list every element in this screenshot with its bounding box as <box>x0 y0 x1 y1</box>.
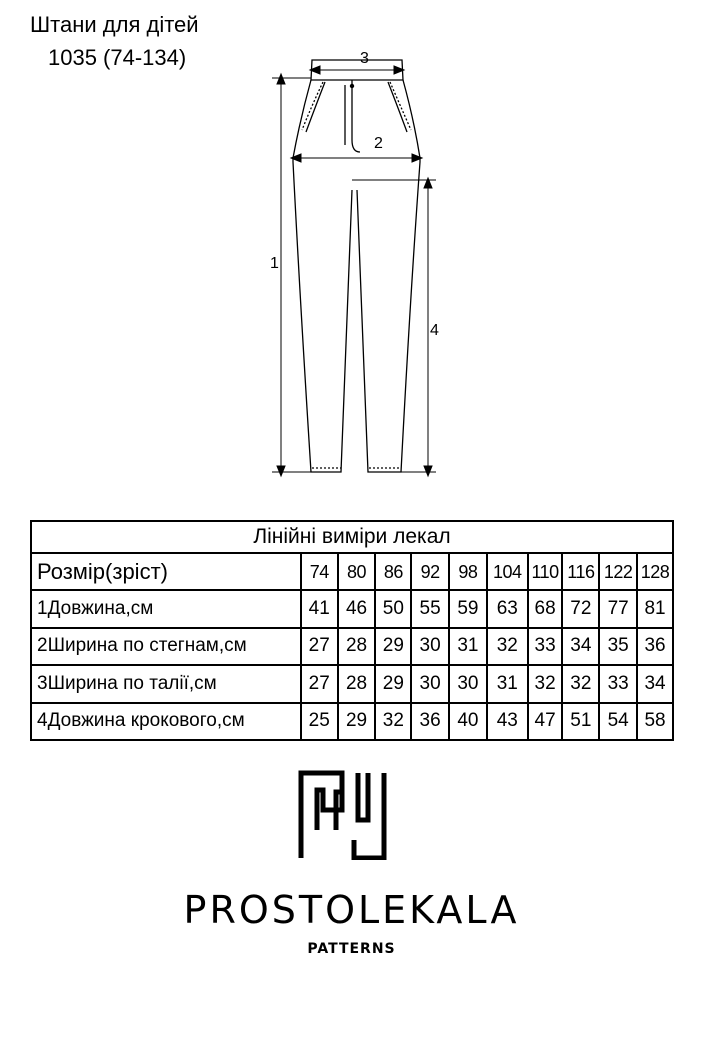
value-cell: 47 <box>528 703 563 740</box>
value-cell: 27 <box>301 665 338 702</box>
row-label: 2Ширина по стегнам,см <box>31 628 301 665</box>
value-cell: 29 <box>375 628 411 665</box>
table-row <box>31 665 673 702</box>
value-cell: 55 <box>411 590 449 627</box>
value-cell: 59 <box>449 590 487 627</box>
value-cell: 77 <box>599 590 637 627</box>
value-cell: 50 <box>375 590 411 627</box>
value-cell: 72 <box>562 590 599 627</box>
size-cell: 116 <box>562 553 599 590</box>
page-title: Штани для дітей <box>30 12 199 37</box>
size-cell: 92 <box>411 553 449 590</box>
value-cell: 81 <box>637 590 673 627</box>
value-cell: 27 <box>301 628 338 665</box>
value-cell: 25 <box>301 703 338 740</box>
measurements-table <box>30 520 674 741</box>
value-cell: 63 <box>487 590 528 627</box>
table-row <box>31 590 673 627</box>
row-label: 4Довжина крокового,см <box>31 703 301 740</box>
value-cell: 32 <box>528 665 563 702</box>
size-row-label: Розмір(зріст) <box>31 553 301 590</box>
value-cell: 34 <box>562 628 599 665</box>
value-cell: 35 <box>599 628 637 665</box>
value-cell: 32 <box>487 628 528 665</box>
dimension-label-1: 1 <box>270 255 279 272</box>
size-cell: 128 <box>637 553 673 590</box>
size-row <box>31 553 673 590</box>
dimension-label-3: 3 <box>360 50 369 67</box>
value-cell: 30 <box>449 665 487 702</box>
value-cell: 58 <box>637 703 673 740</box>
value-cell: 32 <box>562 665 599 702</box>
value-cell: 36 <box>637 628 673 665</box>
dimension-label-2: 2 <box>374 135 383 152</box>
value-cell: 28 <box>338 628 376 665</box>
value-cell: 43 <box>487 703 528 740</box>
row-label: 3Ширина по талії,см <box>31 665 301 702</box>
value-cell: 33 <box>528 628 563 665</box>
value-cell: 28 <box>338 665 376 702</box>
value-cell: 68 <box>528 590 563 627</box>
value-cell: 34 <box>637 665 673 702</box>
size-cell: 122 <box>599 553 637 590</box>
row-label: 1Довжина,см <box>31 590 301 627</box>
size-cell: 110 <box>528 553 563 590</box>
dimension-label-4: 4 <box>430 322 439 339</box>
value-cell: 36 <box>411 703 449 740</box>
table-row <box>31 628 673 665</box>
value-cell: 31 <box>487 665 528 702</box>
value-cell: 46 <box>338 590 376 627</box>
size-cell: 104 <box>487 553 528 590</box>
value-cell: 54 <box>599 703 637 740</box>
value-cell: 30 <box>411 628 449 665</box>
value-cell: 29 <box>338 703 376 740</box>
table-caption: Лінійні виміри лекал <box>31 521 673 553</box>
value-cell: 41 <box>301 590 338 627</box>
size-cell: 74 <box>301 553 338 590</box>
value-cell: 29 <box>375 665 411 702</box>
value-cell: 32 <box>375 703 411 740</box>
value-cell: 30 <box>411 665 449 702</box>
value-cell: 31 <box>449 628 487 665</box>
table-row <box>31 703 673 740</box>
value-cell: 51 <box>562 703 599 740</box>
model-number: 1035 (74-134) <box>48 45 187 70</box>
prostolekala-logo-icon <box>298 770 388 860</box>
trousers-technical-drawing <box>262 50 452 480</box>
size-cell: 80 <box>338 553 376 590</box>
size-cell: 86 <box>375 553 411 590</box>
brand-name: PROSTOLEKALA <box>183 888 520 932</box>
brand-tagline: PATTERNS <box>307 941 396 957</box>
size-cell: 98 <box>449 553 487 590</box>
value-cell: 33 <box>599 665 637 702</box>
value-cell: 40 <box>449 703 487 740</box>
